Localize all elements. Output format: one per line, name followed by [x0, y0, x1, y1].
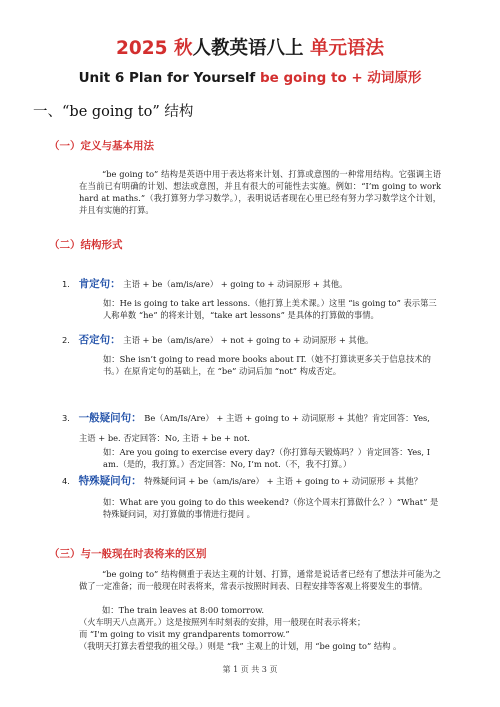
page-footer: 第 1 页 共 3 页 — [222, 665, 278, 674]
item-rule: 主语 + be（am/is/are） + going to + 动词原形 + 其他。 — [123, 279, 348, 289]
subtitle-unit: Unit 6 Plan for Yourself — [78, 70, 260, 86]
item-rule-continued: 主语 + be. 否定回答：No, 主语 + be + not. — [79, 433, 250, 443]
comparison-example-1: 如：The train leaves at 8:00 tomorrow. — [102, 605, 264, 615]
definition-paragraph: “be going to” 结构是英语中用于表达将来计划、打算或意图的一种常用结构。它强调主语在当前已有明确的计划、想法或意图，并且有很大的可能性去实施。例如：“I’m going to work hard at maths.”（我打算努力学习数学。），表明说话者现在心里已经有努力学习数学这个计划，并且有实施的打算。 — [79, 169, 441, 215]
comparison-paragraph: “be going to” 结构侧重于表达主观的计划、打算，通常是说话者已经有了想法并可能为之做了一定准备；而一般现在时表将来，常表示按照时间表、日程安排等客观上将要发生的事情。 — [79, 569, 441, 591]
item-label: 特殊疑问句： — [78, 475, 142, 487]
item-number: 4. — [62, 476, 70, 486]
list-item — [62, 278, 442, 291]
title-topic: 单元语法 — [309, 38, 384, 59]
comparison-example-1-note: （火车明天八点离开。）这是按照列车时刻表的安排，用一般现在时表示将来； — [79, 617, 366, 627]
item-example: 如：She isn’t going to read more books about IT.（她不打算读更多关于信息技术的书。）在原肯定句的基础上，在 “be” 动词后加 “not” 构成否定。 — [103, 354, 431, 376]
section-heading: 一、“be going to” 结构 — [33, 104, 194, 120]
subsection-heading-structure: （二）结构形式 — [49, 239, 123, 251]
item-example: 如：Are you going to exercise every day?（你打算每天锻炼吗？）肯定回答：Yes, I am.（是的，我打算。）否定回答：No, I’m not.（不，我不打算。） — [103, 447, 430, 469]
list-item — [62, 475, 442, 488]
list-item — [62, 412, 442, 425]
item-example: 如：What are you going to do this weekend?（你这个周末打算做什么？）“What” 是特殊疑问词，对打算做的事情进行提问 。 — [103, 497, 439, 519]
item-example: 如：He is going to take art lessons.（他打算上美术课。）这里 “is going to” 表示第三人称单数 “he” 的将来计划，“take art lessons” 是具体的打算做的事情。 — [103, 298, 437, 320]
item-rule: 特殊疑问词 + be（am/is/are） + 主语 + going to + 动词原形 + 其他？ — [144, 476, 423, 486]
title-book: 人教英语八上 — [192, 38, 310, 59]
comparison-example-2-note: （我明天打算去看望我的祖父母。）则是 “我” 主观上的计划，用 “be going to” 结构 。 — [79, 641, 402, 651]
title-year: 2025 秋 — [116, 38, 193, 59]
subtitle-grammar: be going to + 动词原形 — [259, 70, 422, 86]
subsection-heading-comparison: （三）与一般现在时表将来的区别 — [49, 548, 207, 560]
item-number: 1. — [62, 279, 70, 289]
item-number: 2. — [62, 335, 70, 345]
item-label: 肯定句： — [78, 278, 121, 290]
item-label: 一般疑问句： — [78, 412, 142, 424]
subsection-heading-definition: （一）定义与基本用法 — [49, 140, 154, 152]
item-number: 3. — [62, 413, 70, 423]
page-subtitle — [0, 69, 500, 87]
item-label: 否定句： — [78, 334, 121, 346]
list-item — [62, 334, 442, 347]
item-rule: 主语 + be（am/is/are） + not + going to + 动词原形 + 其他。 — [123, 335, 374, 345]
comparison-example-2: 而 “I'm going to visit my grandparents tomorrow.” — [79, 629, 290, 639]
item-rule: Be（Am/Is/Are） + 主语 + going to + 动词原形 + 其他？肯定回答：Yes, — [144, 413, 430, 423]
page-title — [0, 38, 500, 60]
